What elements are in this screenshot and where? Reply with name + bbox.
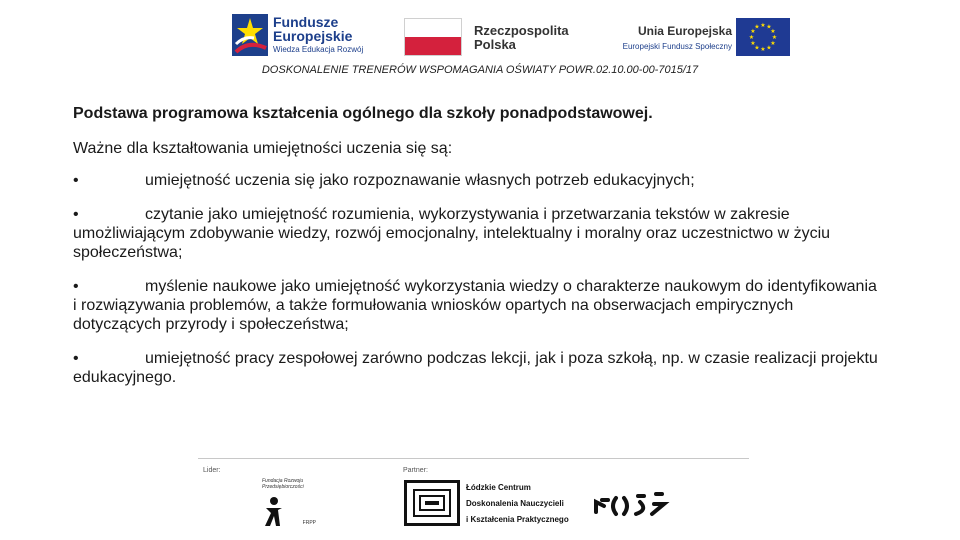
lider-logo [256,478,316,528]
rp-logo-text: Rzeczpospolita Polska [474,23,569,52]
list-item-text: umiejętność uczenia się jako rozpoznawanie własnych potrzeb edukacyjnych; [145,172,695,189]
bullet-icon: • [73,206,79,223]
svg-text:★: ★ [770,40,776,47]
list-item [73,349,883,387]
lider-logo-tag: FRPP [302,520,316,526]
svg-text:★: ★ [760,22,766,29]
ue-logo-text: Unia Europejska Europejski Fundusz Społeczny [622,24,732,51]
fundusze-europejskie-logo [232,12,372,58]
list-item-text: umiejętność pracy zespołowej zarówno podczas lekcji, jak i poza szkołą, np. w czasie realizacji projektu edukacyjnego. [73,350,878,386]
svg-text:★: ★ [760,46,766,53]
svg-text:★: ★ [754,23,760,31]
intro-text: Ważne dla kształtowania umiejętności uczenia się są: [73,140,453,157]
partner-logo-squares [404,480,460,526]
rzeczpospolita-polska-logo [404,18,574,58]
running-figure-icon [260,496,288,528]
partner-label: Partner: [403,467,428,474]
project-code-line: DOSKONALENIE TRENERÓW WSPOMAGANIA OŚWIATY POWR.02.10.00-00-7015/17 [261,64,699,76]
lider-label: Lider: [203,467,221,474]
partner-logo-text: Łódzkie Centrum Doskonalenia Nauczycieli i Kształcenia Praktycznego [466,483,569,524]
svg-text:★: ★ [771,34,778,41]
svg-text:★: ★ [750,40,756,47]
unia-europejska-logo [600,18,790,58]
main-content [73,104,883,402]
svg-text:★: ★ [766,23,772,31]
bullet-icon: • [73,278,79,295]
fe-star-icon [232,14,268,56]
lider-logo-text: Fundacja Rozwoju Przedsiębiorczości [262,478,304,490]
svg-text:★: ★ [750,28,756,35]
svg-text:★: ★ [770,28,776,35]
footer-divider [198,458,749,459]
list-item [73,277,883,334]
page-title: Podstawa programowa kształcenia ogólnego dla szkoły ponadpodstawowej. [73,105,653,122]
bullet-icon: • [73,350,79,367]
list-item-text: myślenie naukowe jako umiejętność wykorzystania wiedzy o charakterze naukowym do identyfikowania i rozwiązywania problemów, a także formułowania wniosków opartych na obserwacjach empirycznych dotyczących przyrody i społeczeństwa; [73,278,877,333]
list-item-text: czytanie jako umiejętność rozumienia, wykorzystywania i przetwarzania tekstów w zakresie umożliwiającym zdobywanie wiedzy, rozwój emocjonalny, intelektualny i moralny oraz uczestnictwo w życiu społeczeństwa; [73,206,831,261]
lodz-logo [592,486,672,522]
svg-text:★: ★ [766,44,772,52]
bullet-icon: • [73,172,79,189]
svg-text:★: ★ [754,44,760,52]
fe-logo-subtitle: Wiedza Edukacja Rozwój [273,45,364,54]
eu-flag-icon [736,18,790,56]
svg-text:★: ★ [748,34,755,41]
polish-flag-icon [404,18,462,56]
list-item [73,171,883,190]
fe-logo-title: Fundusze Europejskie [273,14,353,44]
list-item [73,205,883,262]
